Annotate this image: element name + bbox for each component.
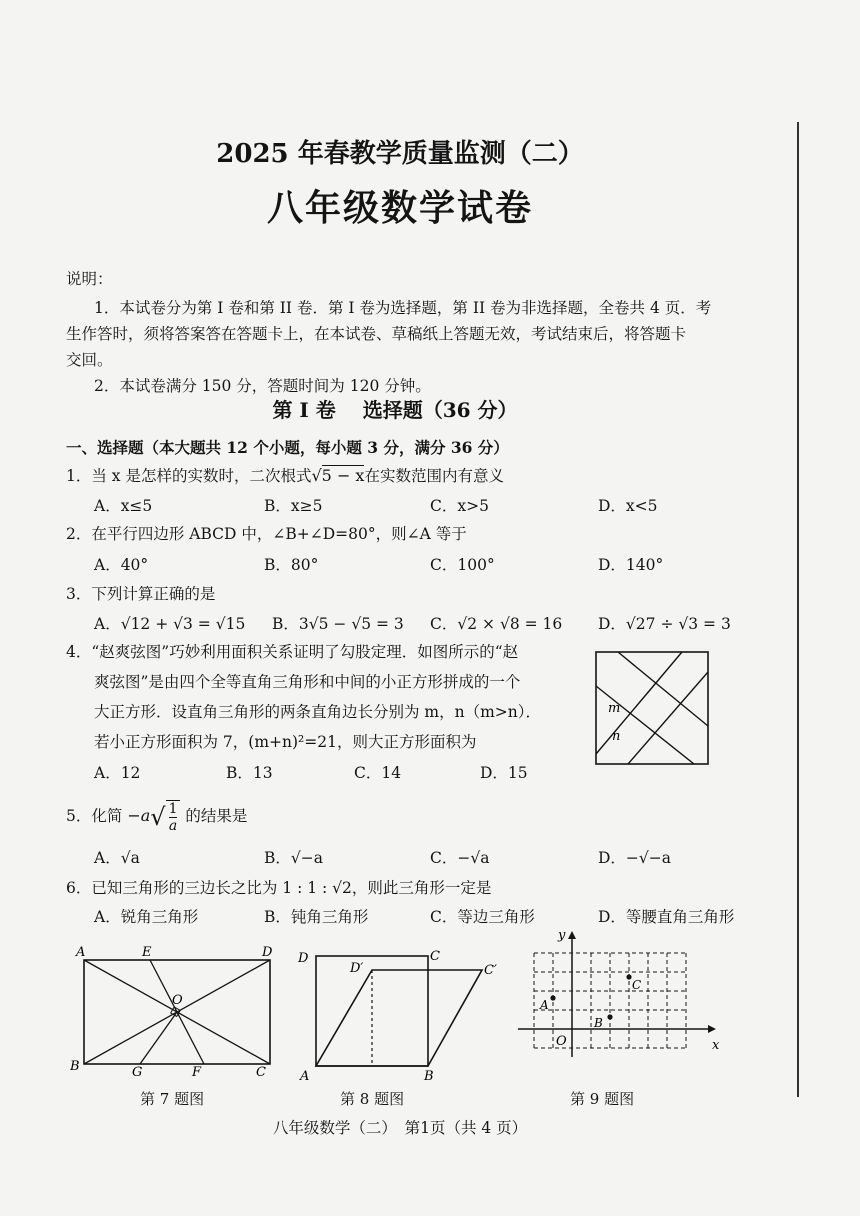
q3-option-b: B．3√5 − √5 = 3 [272,615,404,633]
question-5-stem [66,800,247,834]
q1-option-c: C．x>5 [430,497,489,515]
q5-option-c: C．−√a [430,849,490,867]
q4-option-c: C．14 [354,764,402,782]
q1-option-a: A．x≤5 [94,497,153,515]
figure-8 [296,940,510,1084]
q2-option-d: D．140° [598,556,664,574]
q6-option-a: A．锐角三角形 [94,908,199,926]
fig8-label-A: A [300,1069,310,1084]
fig7-label-B: B [70,1059,80,1074]
question-5-expr-sign: −a [127,806,151,825]
q6-option-d: D．等腰直角三角形 [598,908,735,926]
sqrt-symbol: √ [150,803,166,831]
question-4-line-3: 大正方形．设直角三角形的两条直角边长分别为 m，n（m>n）． [94,703,542,721]
instruction-2: 2．本试卷满分 150 分，答题时间为 120 分钟。 [94,377,431,395]
figure-7-caption: 第 7 题图 [140,1090,205,1108]
fig8-label-D: D [298,951,309,966]
question-4-line-2: 爽弦图”是由四个全等直角三角形和中间的小正方形拼成的一个 [94,673,521,691]
q2-option-c: C．100° [430,556,495,574]
q3-option-c: C．√2 × √8 = 16 [430,615,563,633]
fig8-label-B: B [424,1069,434,1084]
q6-option-c: C．等边三角形 [430,908,535,926]
fig7-label-G: G [132,1065,143,1078]
q2-option-b: B．80° [264,556,319,574]
fig7-label-C: C [256,1065,266,1078]
fig4-label-m: m [608,701,621,716]
exam-title: 2025 年春教学质量监测（二） [216,139,584,169]
question-1-radicand: 5 − x [321,466,365,485]
fig9-label-C: C [632,978,642,992]
question-1-stem-a: 1．当 x 是怎样的实数时，二次根式 [66,467,312,485]
question-4-line-4: 若小正方形面积为 7，(m+n)²=21，则大正方形面积为 [94,733,477,751]
question-3-stem: 3．下列计算正确的是 [66,585,216,603]
figure-9 [510,925,730,1065]
question-2-stem: 2．在平行四边形 ABCD 中，∠B+∠D=80°，则∠A 等于 [66,525,467,543]
triangle-line-3 [628,672,708,764]
q4-option-a: A．12 [94,764,141,782]
q5-option-d: D．−√−a [598,849,672,867]
fig8-label-D-prime: D′ [350,961,364,976]
fig8-label-C-prime: C′ [484,963,497,978]
instruction-1c: 交回。 [66,351,113,369]
fig8-label-C: C [430,949,440,964]
fig9-label-y: y [558,928,566,943]
fig7-label-D: D [262,945,273,960]
fig4-label-n: n [612,729,621,744]
question-5-stem-a: 5．化简 [66,807,123,825]
q1-option-d: D．x<5 [598,497,658,515]
section-title: 第 I 卷 选择题（36 分） [272,398,518,422]
fig7-label-O: O [172,993,183,1008]
figure-8-caption: 第 8 题图 [340,1090,405,1108]
q4-option-b: B．13 [226,764,273,782]
q4-option-d: D．15 [480,764,528,782]
q3-option-a: A．√12 + √3 = √15 [94,615,246,633]
figure-9-caption: 第 9 题图 [570,1090,635,1108]
q1-option-b: B．x≥5 [264,497,323,515]
fig7-label-A: A [76,945,86,960]
question-5-stem-b: 的结果是 [185,807,248,825]
fig7-label-F: F [192,1065,202,1078]
instruction-1a: 1．本试卷分为第 I 卷和第 II 卷．第 I 卷为选择题，第 II 卷为非选择题，全卷共 4 页．考 [94,299,712,317]
fraction [166,800,181,834]
question-6-stem: 6．已知三角形的三边长之比为 1 : 1 : √2，则此三角形一定是 [66,879,492,897]
fig9-label-B: B [594,1016,603,1030]
q2-option-a: A．40° [94,556,149,574]
instructions-label: 说明： [66,270,113,288]
fig9-label-x: x [712,1038,720,1053]
q3-option-d: D．√27 ÷ √3 = 3 [598,615,731,633]
figure-7 [70,940,284,1078]
q6-option-b: B．钝角三角形 [264,908,369,926]
question-1-stem [66,464,504,486]
fig7-label-E: E [142,945,152,960]
part-heading: 一、选择题（本大题共 12 个小题，每小题 3 分，满分 36 分） [66,438,509,457]
zhao-shuang-diagram [594,650,710,766]
fig9-label-A: A [540,998,549,1012]
q5-option-a: A．√a [94,849,140,867]
question-4-line-1: 4．“赵爽弦图”巧妙利用面积关系证明了勾股定理．如图所示的“赵 [66,643,519,661]
exam-subtitle: 八年级数学试卷 [266,187,533,229]
sqrt-symbol: √ [311,466,322,485]
q5-option-b: B．√−a [264,849,323,867]
triangle-line-4 [596,686,694,764]
question-1-stem-b: 在实数范围内有意义 [364,467,504,485]
fraction-denominator: a [168,818,178,834]
page-footer: 八年级数学（二） 第1页（共 4 页） [272,1119,528,1137]
margin-line [797,122,799,1097]
fig9-label-O: O [556,1034,567,1049]
instruction-1b: 生作答时，须将答案答在答题卡上，在本试卷、草稿纸上答题无效，考试结束后，将答题卡 [66,325,687,343]
fraction-numerator: 1 [168,801,178,817]
